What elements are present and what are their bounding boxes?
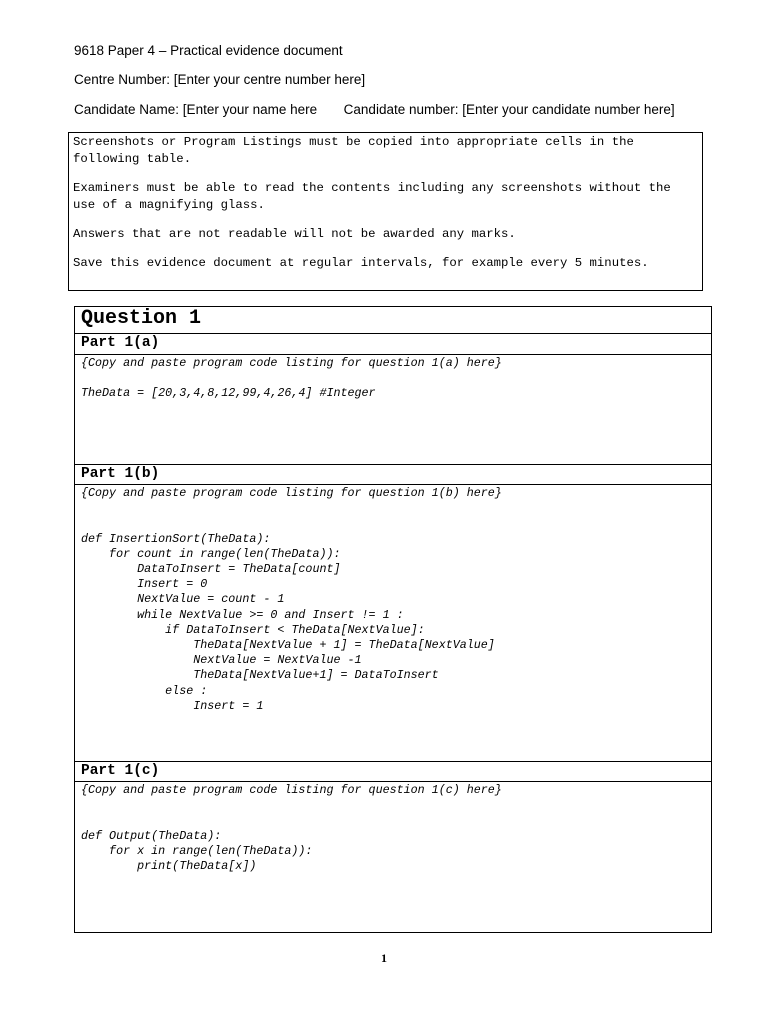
part-1b-code: {Copy and paste program code listing for question 1(b) here} def InsertionSort(TheData): for count in range(len(TheData)): DataToInsert = TheData[count] Insert = 0 NextValue = count - 1 while NextValue >= 0 and Insert != 1 : if DataToInsert < TheData[NextValue]: TheData[NextValue + 1] = TheData[NextValue] NextValue = NextValue -1 TheData[NextValue+1] = DataToInsert else : Insert = 1 bbox=[81, 486, 502, 713]
instruction-text: Screenshots or Program Listings must be copied into appropriate cells in the following table. bbox=[73, 135, 634, 166]
part-1b-code-cell[interactable] bbox=[75, 484, 711, 761]
part-1a-title: Part 1(a) bbox=[81, 335, 160, 351]
question-title: Question 1 bbox=[81, 307, 202, 330]
centre-number-line: Centre Number: [Enter your centre number here] bbox=[74, 72, 366, 87]
part-1a-code-cell[interactable] bbox=[75, 354, 711, 464]
part-1b-header-row bbox=[75, 464, 711, 484]
part-1a-code: {Copy and paste program code listing for question 1(a) here} TheData = [20,3,4,8,12,99,4,26,4] #Integer bbox=[81, 356, 502, 401]
instructions-box bbox=[68, 132, 703, 291]
evidence-table bbox=[74, 306, 712, 933]
page-number: 1 bbox=[381, 951, 387, 965]
candidate-line bbox=[74, 102, 675, 118]
document-title: 9618 Paper 4 – Practical evidence document bbox=[74, 43, 343, 58]
question-title-row bbox=[75, 307, 711, 333]
part-1c-title: Part 1(c) bbox=[81, 763, 160, 779]
candidate-number-field: Candidate number: [Enter your candidate number here] bbox=[343, 102, 675, 117]
instruction-text: Answers that are not readable will not be awarded any marks. bbox=[73, 227, 516, 241]
instruction-text: Save this evidence document at regular intervals, for example every 5 minutes. bbox=[73, 256, 649, 270]
part-1b-title: Part 1(b) bbox=[81, 466, 160, 482]
part-1c-header-row bbox=[75, 761, 711, 781]
part-1c-code: {Copy and paste program code listing for question 1(c) here} def Output(TheData): for x in range(len(TheData)): print(TheData[x]) bbox=[81, 783, 502, 874]
candidate-name-field: Candidate Name: [Enter your name here bbox=[74, 102, 318, 117]
part-1a-header-row bbox=[75, 333, 711, 354]
part-1c-code-cell[interactable] bbox=[75, 781, 711, 932]
instruction-text: Examiners must be able to read the contents including any screenshots without the use of a magnifying glass. bbox=[73, 181, 671, 212]
